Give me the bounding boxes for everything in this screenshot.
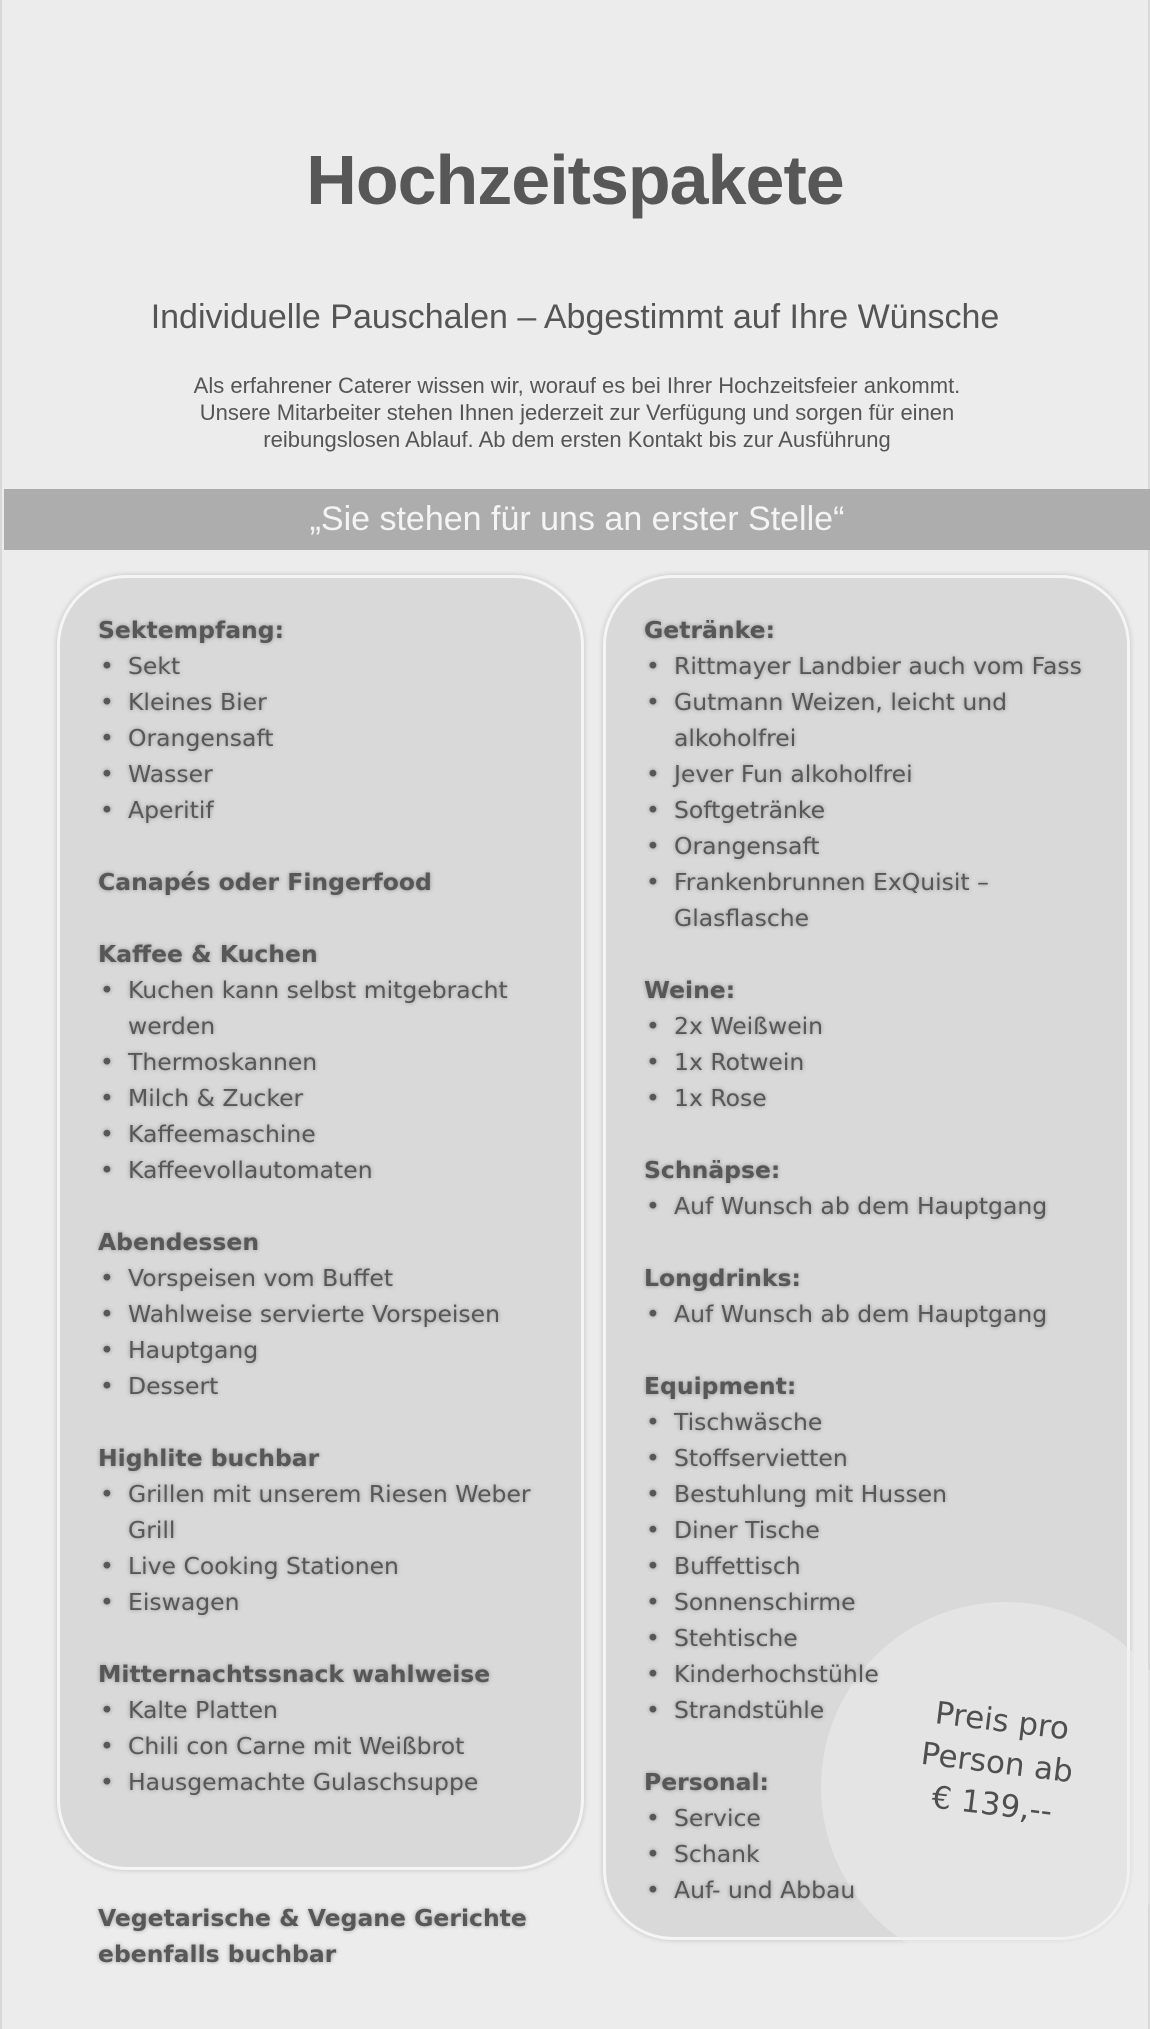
section-item-list	[644, 648, 1104, 936]
list-item: • Auf Wunsch ab dem Hauptgang	[644, 1188, 1104, 1224]
slogan-banner: „Sie stehen für uns an erster Stelle“	[4, 489, 1150, 550]
section-heading: Sektempfang:	[98, 616, 285, 644]
list-item: • Sekt	[98, 648, 568, 684]
menu-section	[98, 864, 568, 900]
section-heading: Highlite buchbar	[98, 1444, 320, 1472]
price-badge-line: € 139,--	[929, 1779, 1055, 1830]
list-item: • Service	[644, 1800, 1104, 1836]
section-item-list	[98, 972, 568, 1188]
price-badge-line: Preis pro	[933, 1695, 1072, 1748]
list-item: • 2x Weißwein	[644, 1008, 1104, 1044]
section-item-list	[644, 1188, 1104, 1224]
section-item-list	[644, 1404, 1104, 1728]
list-item: • Stehtische	[644, 1620, 1104, 1656]
section-heading: Kaffee & Kuchen	[98, 940, 318, 968]
list-item: • Buffettisch	[644, 1548, 1104, 1584]
section-heading: Mitternachtssnack wahlweise	[98, 1660, 491, 1688]
list-item: • 1x Rose	[644, 1080, 1104, 1116]
list-item: • Eiswagen	[98, 1584, 568, 1620]
list-item: • Sonnenschirme	[644, 1584, 1104, 1620]
section-item-list	[644, 1008, 1104, 1116]
list-item: • Milch & Zucker	[98, 1080, 568, 1116]
list-item: • Wahlweise servierte Vorspeisen	[98, 1296, 568, 1332]
list-item: • Diner Tische	[644, 1512, 1104, 1548]
list-item: • Grillen mit unserem Riesen Weber Grill	[98, 1476, 568, 1548]
menu-section	[644, 1368, 1104, 1728]
list-item: • Thermoskannen	[98, 1044, 568, 1080]
vegetarian-note-line: ebenfalls buchbar	[98, 1940, 337, 1968]
menu-section	[98, 612, 568, 828]
page-subtitle: Individuelle Pauschalen – Abgestimmt auf Ihre Wünsche	[150, 298, 1000, 336]
list-item: • Kaffeevollautomaten	[98, 1152, 568, 1188]
vegetarian-note	[98, 1900, 618, 1972]
page-title: Hochzeitspakete	[306, 141, 844, 219]
list-item: • Bestuhlung mit Hussen	[644, 1476, 1104, 1512]
section-heading: Abendessen	[98, 1228, 260, 1256]
list-item: • Auf Wunsch ab dem Hauptgang	[644, 1296, 1104, 1332]
list-item: • Gutmann Weizen, leicht und alkoholfrei	[644, 684, 1104, 756]
list-item: • Kleines Bier	[98, 684, 568, 720]
intro-line: reibungslosen Ablauf. Ab dem ersten Kontakt bis zur Ausführung	[263, 427, 891, 452]
list-item: • Dessert	[98, 1368, 568, 1404]
list-item: • Orangensaft	[644, 828, 1104, 864]
price-badge-line: Person ab	[919, 1735, 1075, 1791]
list-item: • Aperitif	[98, 792, 568, 828]
list-item: • Chili con Carne mit Weißbrot	[98, 1728, 568, 1764]
list-item: • Schank	[644, 1836, 1104, 1872]
list-item: • Live Cooking Stationen	[98, 1548, 568, 1584]
vegetarian-note-line: Vegetarische & Vegane Gerichte	[98, 1904, 527, 1932]
section-heading: Canapés oder Fingerfood	[98, 868, 432, 896]
list-item: • Wasser	[98, 756, 568, 792]
list-item: • Softgetränke	[644, 792, 1104, 828]
left-package-list	[98, 612, 568, 1836]
section-heading: Longdrinks:	[644, 1264, 801, 1292]
section-heading: Personal:	[644, 1768, 769, 1796]
intro-line: Als erfahrener Caterer wissen wir, worauf es bei Ihrer Hochzeitsfeier ankommt.	[193, 373, 961, 398]
list-item: • Stoffservietten	[644, 1440, 1104, 1476]
intro-text	[112, 372, 1042, 453]
section-item-list	[644, 1296, 1104, 1332]
list-item: • Kaffeemaschine	[98, 1116, 568, 1152]
section-item-list	[98, 1476, 568, 1620]
list-item: • Orangensaft	[98, 720, 568, 756]
menu-section	[644, 612, 1104, 936]
list-item: • Jever Fun alkoholfrei	[644, 756, 1104, 792]
list-item: • Rittmayer Landbier auch vom Fass	[644, 648, 1104, 684]
section-heading: Getränke:	[644, 616, 775, 644]
list-item: • Hauptgang	[98, 1332, 568, 1368]
list-item: • Strandstühle	[644, 1692, 1104, 1728]
menu-section	[644, 1152, 1104, 1224]
menu-section	[98, 1440, 568, 1620]
list-item: • Tischwäsche	[644, 1404, 1104, 1440]
menu-section	[98, 1656, 568, 1800]
section-heading: Schnäpse:	[644, 1156, 781, 1184]
section-item-list	[98, 648, 568, 828]
list-item: • Auf- und Abbau	[644, 1872, 1104, 1908]
menu-section	[98, 1224, 568, 1404]
list-item: • Hausgemachte Gulaschsuppe	[98, 1764, 568, 1800]
section-item-list	[98, 1692, 568, 1800]
list-item: • Kinderhochstühle	[644, 1656, 1104, 1692]
list-item: • 1x Rotwein	[644, 1044, 1104, 1080]
section-heading: Weine:	[644, 976, 736, 1004]
menu-section	[98, 936, 568, 1188]
menu-section	[644, 1260, 1104, 1332]
list-item: • Kuchen kann selbst mitgebracht werden	[98, 972, 568, 1044]
list-item: • Frankenbrunnen ExQuisit – Glasflasche	[644, 864, 1104, 936]
intro-line: Unsere Mitarbeiter stehen Ihnen jederzeit zur Verfügung und sorgen für einen	[199, 400, 955, 425]
list-item: • Vorspeisen vom Buffet	[98, 1260, 568, 1296]
menu-section	[644, 972, 1104, 1116]
list-item: • Kalte Platten	[98, 1692, 568, 1728]
section-heading: Equipment:	[644, 1372, 797, 1400]
section-item-list	[98, 1260, 568, 1404]
